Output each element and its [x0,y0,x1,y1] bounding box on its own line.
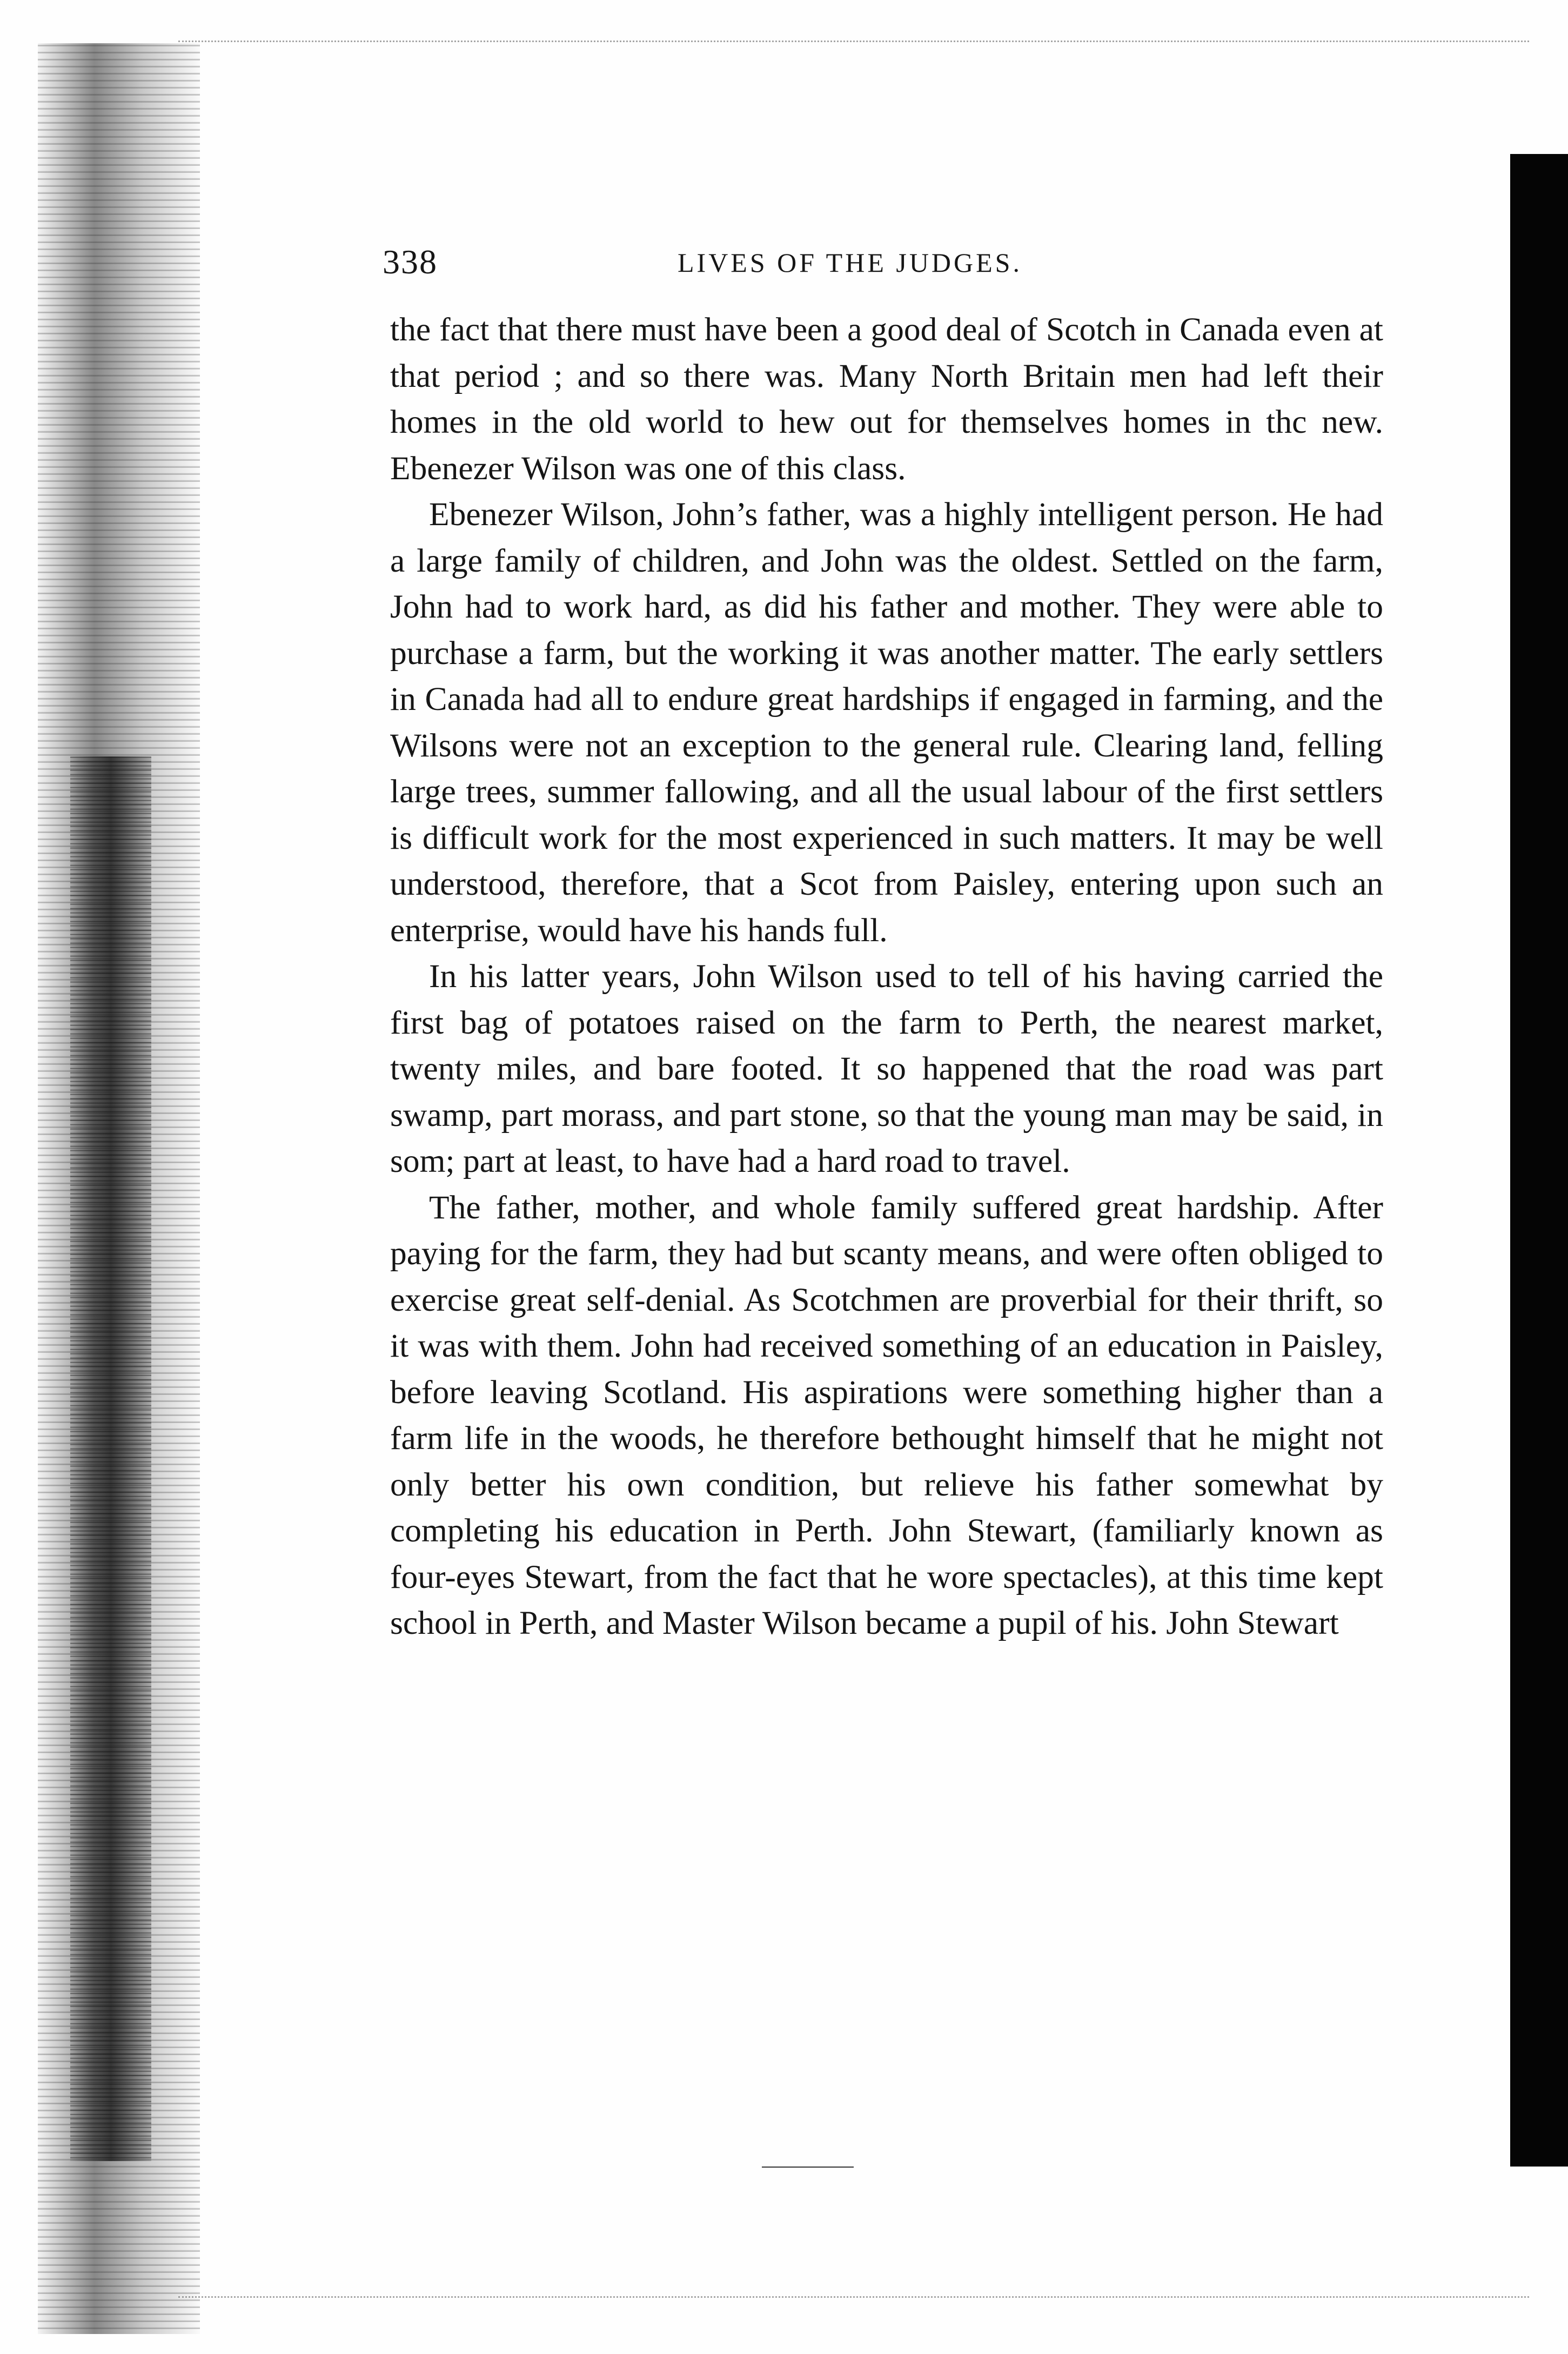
ink-mark [762,2167,854,2168]
running-head: LIVES OF THE JUDGES. [678,247,1022,278]
top-scan-edge [178,41,1529,48]
binding-gutter-core [70,756,151,2161]
scan-edge-bar [1510,154,1568,2167]
paragraph: Ebenezer Wilson, John’s father, was a highly intelligent person. He had a large family of children, and John was the oldest. Settled on the farm, John had to work hard, as did his father and mother. They were able to purchase a farm, but the working it was another matter. The early settlers in Canada had all to endure great hardships if engaged in farming, and the Wilsons were not an exception to the general rule. Clearing land, felling large trees, summer fallowing, and all the usual labour of the first settlers is difficult work for the most experienced in such matters. It may be well understood, therefore, that a Scot from Paisley, entering upon such an enterprise, would have his hands full. [390,496,1383,949]
paragraph: In his latter years, John Wilson used to tell of his having carried the first bag of potatoes raised on the farm to Perth, the nearest market, twenty miles, and bare footed. It so happened that the road was part swamp, part morass, and part stone, so that the young man may be said, in som; part at least, to have had a hard road to travel. [390,958,1383,1179]
paragraph: The father, mother, and whole family suffered great hardship. After paying for the farm, they had but scanty means, and were often obliged to exercise great self-denial. As Scotchmen are proverbial for their thrift, so it was with them. John had received something of an education in Paisley, before leaving Scotland. His aspirations were something higher than a farm life in the woods, he therefore bethought himself that he might not only better his own condition, but relieve his father somewhat by completing his education in Perth. John Stewart, (familiarly known as four-eyes Stewart, from the fact that he wore spectacles), at this time kept school in Perth, and Master Wilson became a pupil of his. John Stewart [390,1189,1383,1641]
page-header [383,238,1409,297]
page-number: 338 [383,243,438,281]
bottom-scan-edge [178,2296,1529,2303]
body-text [390,307,1383,1647]
paragraph-continuation: the fact that there must have been a good deal of Scotch in Canada even at that period ; and so there was. Many North Britain men had left their homes in the old world to hew out for themselves homes in thc new. Ebenezer Wilson was one of this class. [390,311,1383,487]
